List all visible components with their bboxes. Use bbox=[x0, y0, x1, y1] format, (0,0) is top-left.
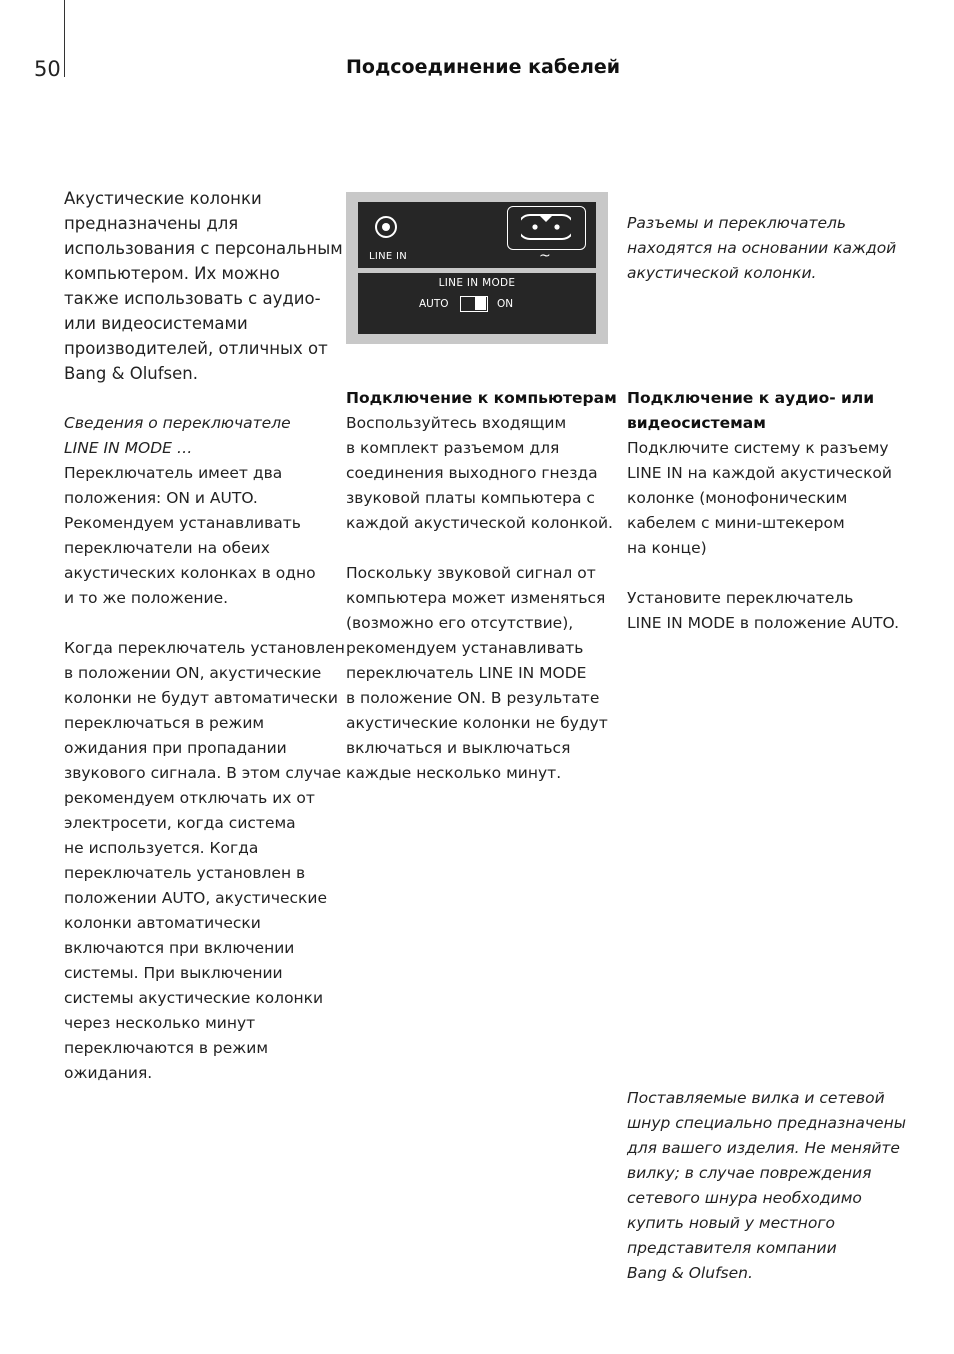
section-heading: видеосистемам bbox=[627, 414, 766, 432]
text-line: каждой акустической колонкой. bbox=[346, 514, 613, 532]
text-line: в комплект разъемом для bbox=[346, 439, 560, 457]
text-line: ожидания. bbox=[64, 1064, 153, 1082]
caption-line: Разъемы и переключатель bbox=[627, 214, 847, 232]
note-line: сетевого шнура необходимо bbox=[627, 1189, 862, 1207]
connection-panel-illustration bbox=[346, 192, 608, 344]
line-in-jack-icon bbox=[375, 216, 397, 238]
text-line: Когда переключатель установлен bbox=[64, 639, 345, 657]
mode-switch-icon bbox=[460, 296, 488, 312]
note-line: купить новый у местного bbox=[627, 1214, 835, 1232]
text-line: и то же положение. bbox=[64, 589, 229, 607]
text-line: акустических колонках в одно bbox=[64, 564, 316, 582]
caption-line: находятся на основании каждой bbox=[627, 239, 897, 257]
note-line: Поставляемые вилка и сетевой bbox=[627, 1089, 885, 1107]
text-line: Установите переключатель bbox=[627, 589, 854, 607]
panel-caption bbox=[627, 211, 907, 286]
text-line: кабелем с мини-штекером bbox=[627, 514, 845, 532]
page-divider-line bbox=[64, 0, 65, 77]
text-line: системы. При выключении bbox=[64, 964, 283, 982]
text-line: в положение ON. В результате bbox=[346, 689, 600, 707]
text-line: звукового сигнала. В этом случае bbox=[64, 764, 342, 782]
text-line: Переключатель имеет два bbox=[64, 464, 283, 482]
text-line: Акустические колонки bbox=[64, 189, 262, 208]
mode-on-label: ON bbox=[497, 298, 514, 310]
text-line: звуковой платы компьютера с bbox=[346, 489, 595, 507]
switch-knob bbox=[475, 297, 486, 310]
av-connection-paragraph bbox=[627, 386, 907, 561]
text-line: Рекомендуем устанавливать bbox=[64, 514, 301, 532]
text-line: компьютера может изменяться bbox=[346, 589, 606, 607]
text-line: системы акустические колонки bbox=[64, 989, 324, 1007]
column-left bbox=[64, 186, 345, 1086]
text-line: включаться и выключаться bbox=[346, 739, 571, 757]
note-line: шнур специально предназначены bbox=[627, 1114, 906, 1132]
text-line: на конце) bbox=[627, 539, 707, 557]
text-line: рекомендуем отключать их от bbox=[64, 789, 315, 807]
line-in-label: LINE IN bbox=[369, 251, 408, 262]
text-line: каждые несколько минут. bbox=[346, 764, 562, 782]
switch-heading-line: LINE IN MODE … bbox=[64, 439, 193, 457]
text-line: использования с персональным bbox=[64, 239, 343, 258]
text-line: колонке (монофоническим bbox=[627, 489, 848, 507]
text-line: акустические колонки не будут bbox=[346, 714, 608, 732]
note-line: вилку; в случае повреждения bbox=[627, 1164, 872, 1182]
text-line: соединения выходного гнезда bbox=[346, 464, 598, 482]
note-line: для вашего изделия. Не меняйте bbox=[627, 1139, 900, 1157]
mode-switch-strip bbox=[358, 273, 596, 334]
text-line: колонки не будут автоматически bbox=[64, 689, 338, 707]
section-heading: Подключение к аудио- или bbox=[627, 389, 875, 407]
column-right bbox=[627, 211, 907, 636]
section-heading: Подключение к компьютерам bbox=[346, 389, 617, 407]
power-socket-shape-icon bbox=[521, 213, 571, 241]
text-line: электросети, когда система bbox=[64, 814, 296, 832]
mode-auto-label: AUTO bbox=[419, 298, 449, 310]
line-in-mode-label: LINE IN MODE bbox=[438, 277, 516, 289]
text-line: LINE IN MODE в положение AUTO. bbox=[627, 614, 899, 632]
set-switch-paragraph bbox=[627, 586, 907, 636]
power-socket-icon bbox=[507, 206, 586, 250]
text-line: переключатель LINE IN MODE bbox=[346, 664, 587, 682]
switch-heading-line: Сведения о переключателе bbox=[64, 414, 291, 432]
power-cord-note bbox=[627, 1086, 907, 1286]
note-line: представителя компании bbox=[627, 1239, 837, 1257]
text-line: переключаются в режим bbox=[64, 1039, 269, 1057]
text-line: не используется. Когда bbox=[64, 839, 259, 857]
connector-strip bbox=[358, 202, 596, 268]
note-paragraph bbox=[627, 1086, 907, 1286]
text-line: в положении ON, акустические bbox=[64, 664, 322, 682]
auto-mode-paragraph bbox=[64, 636, 345, 1086]
text-line: ожидания при пропадании bbox=[64, 739, 287, 757]
computer-connection-paragraph bbox=[346, 386, 616, 536]
page-title: Подсоединение кабелей bbox=[346, 56, 621, 78]
page-number: 50 bbox=[34, 57, 61, 81]
text-line: LINE IN на каждой акустической bbox=[627, 464, 892, 482]
text-line: Поскольку звуковой сигнал от bbox=[346, 564, 596, 582]
text-line: включаются при включении bbox=[64, 939, 295, 957]
text-line: положения: ON и AUTO. bbox=[64, 489, 258, 507]
text-line: рекомендуем устанавливать bbox=[346, 639, 584, 657]
column-middle bbox=[346, 386, 616, 786]
text-line: производителей, отличных от bbox=[64, 339, 328, 358]
text-line: (возможно его отсутствие), bbox=[346, 614, 574, 632]
text-line: переключаться в режим bbox=[64, 714, 265, 732]
text-line: предназначены для bbox=[64, 214, 239, 233]
note-line: Bang & Olufsen. bbox=[627, 1264, 753, 1282]
text-line: также использовать с аудио- bbox=[64, 289, 321, 308]
caption-line: акустической колонки. bbox=[627, 264, 817, 282]
intro-paragraph bbox=[64, 186, 343, 386]
text-line: переключатель установлен в bbox=[64, 864, 306, 882]
ac-power-symbol: ~ bbox=[539, 248, 551, 264]
text-line: Подключите систему к разъему bbox=[627, 439, 889, 457]
text-line: Bang & Olufsen. bbox=[64, 364, 199, 383]
text-line: переключатели на обеих bbox=[64, 539, 270, 557]
text-line: колонки автоматически bbox=[64, 914, 261, 932]
signal-paragraph bbox=[346, 561, 616, 786]
text-line: компьютером. Их можно bbox=[64, 264, 280, 283]
text-line: через несколько минут bbox=[64, 1014, 256, 1032]
switch-info-paragraph bbox=[64, 411, 332, 611]
text-line: положении AUTO, акустические bbox=[64, 889, 328, 907]
text-line: Воспользуйтесь входящим bbox=[346, 414, 567, 432]
text-line: или видеосистемами bbox=[64, 314, 248, 333]
